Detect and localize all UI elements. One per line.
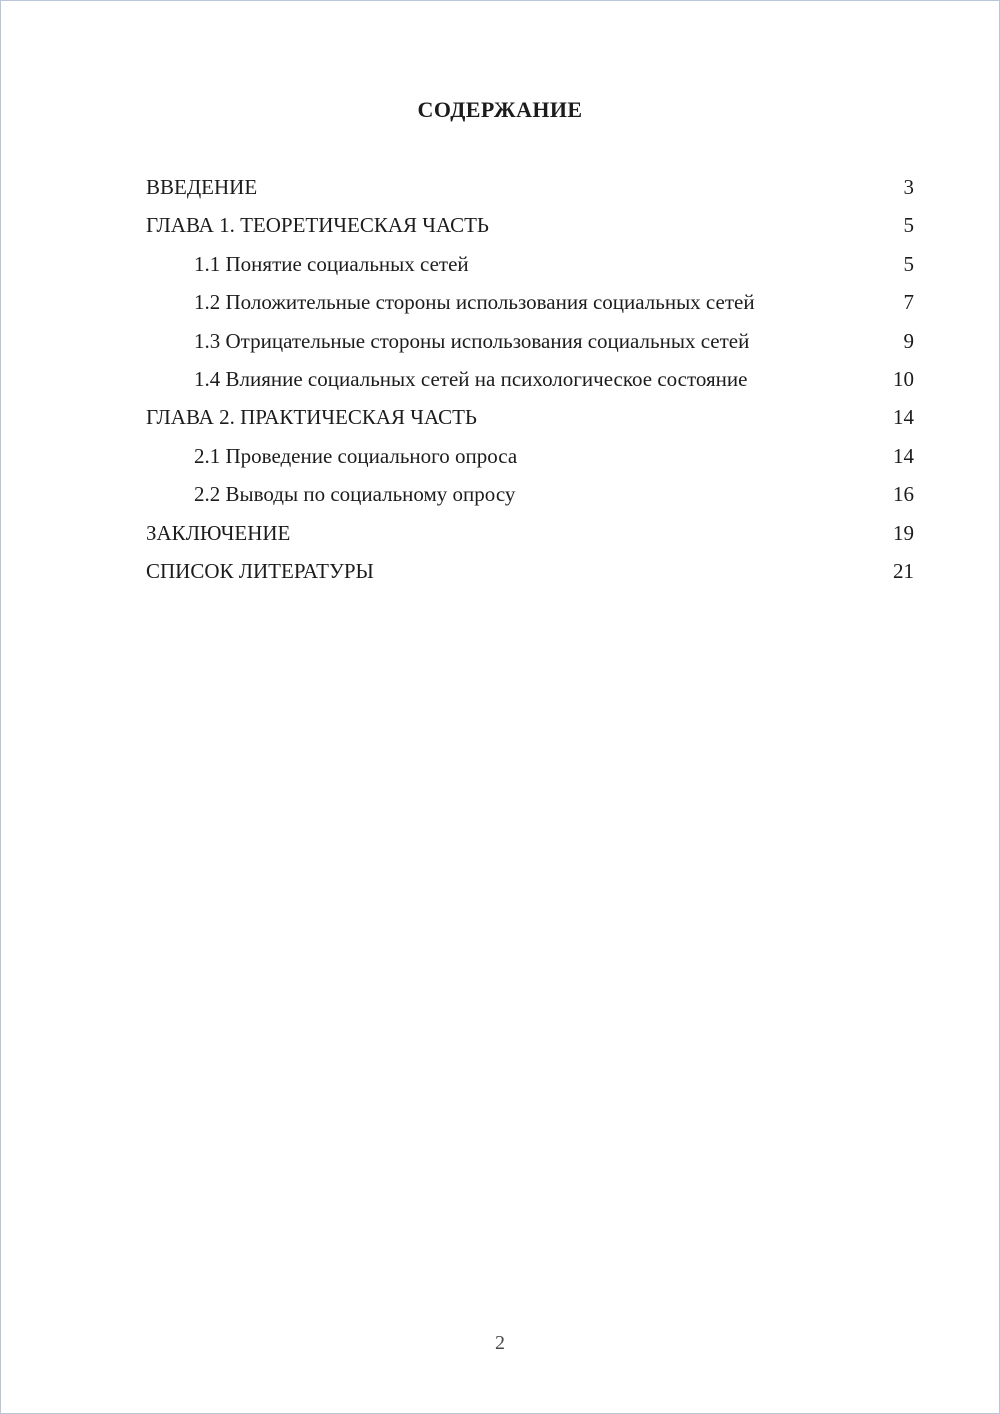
toc-entry-page: 3 (903, 175, 914, 199)
toc-entry-label: ГЛАВА 1. ТЕОРЕТИЧЕСКАЯ ЧАСТЬ (146, 213, 489, 238)
toc-entry-label: 1.3 Отрицательные стороны использования социальных сетей (194, 328, 750, 353)
toc-entry-page: 5 (903, 251, 914, 276)
toc-entry-page: 19 (893, 520, 914, 545)
toc-entry (146, 327, 914, 356)
toc-entry (146, 173, 914, 202)
toc-entry-page: 16 (893, 482, 914, 507)
toc-entry-page: 21 (893, 558, 914, 583)
toc-entry-page: 14 (893, 405, 914, 430)
toc-entry-page: 14 (893, 443, 914, 468)
page-number: 2 (495, 1332, 505, 1354)
table-of-contents (146, 173, 914, 586)
toc-entry-page: 5 (903, 213, 914, 238)
toc-entry-label: ВВЕДЕНИЕ (146, 175, 258, 199)
toc-entry-page: 9 (903, 328, 914, 353)
page-title: СОДЕРЖАНИЕ (417, 97, 583, 122)
toc-entry-label: СПИСОК ЛИТЕРАТУРЫ (146, 558, 374, 583)
toc-entry-label: 2.2 Выводы по социальному опросу (194, 482, 516, 507)
toc-entry (146, 480, 914, 509)
toc-entry (146, 557, 914, 586)
toc-entry (146, 442, 914, 471)
toc-entry-label: ЗАКЛЮЧЕНИЕ (146, 520, 291, 545)
toc-entry (146, 211, 914, 240)
toc-entry-label: 1.2 Положительные стороны использования социальных сетей (194, 290, 755, 315)
toc-entry-page: 7 (903, 290, 914, 315)
toc-entry (146, 519, 914, 548)
toc-entry-label: 1.4 Влияние социальных сетей на психологическое состояние (194, 366, 748, 391)
toc-entry-page: 10 (893, 366, 914, 391)
toc-entry (146, 365, 914, 394)
toc-entry (146, 288, 914, 317)
toc-entry-label: 2.1 Проведение социального опроса (194, 443, 518, 468)
toc-entry (146, 403, 914, 432)
toc-entry-label: ГЛАВА 2. ПРАКТИЧЕСКАЯ ЧАСТЬ (146, 405, 477, 430)
toc-entry-label: 1.1 Понятие социальных сетей (194, 251, 469, 276)
toc-entry (146, 250, 914, 279)
